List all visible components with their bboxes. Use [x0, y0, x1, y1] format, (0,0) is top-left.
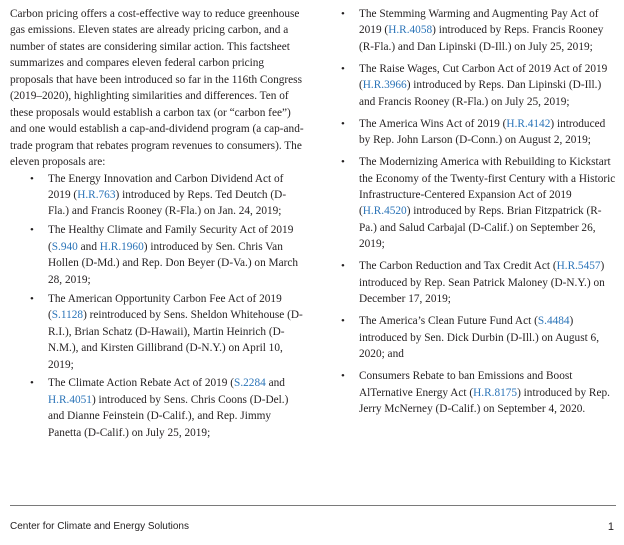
list-item [10, 171, 306, 220]
item-text: The American Opportunity Carbon Fee Act of 2019 ( [48, 292, 282, 322]
bullet-icon: • [30, 172, 34, 185]
list-item [340, 116, 618, 149]
item-text: ) introduced by Reps. Brian Fitzpatrick (R-Pa.) and Salud Carbajal (D-Calif.) on September 26, 2019; [359, 205, 602, 251]
list-item [10, 291, 306, 373]
item-text: ) introduced by Reps. Dan Lipinski (D-Ill.) and Francis Rooney (R-Fla.) on July 25, 2019; [359, 79, 602, 108]
item-text: ) introduced by Reps. Ted Deutch (D-Fla.) and Francis Rooney (R-Fla.) on Jan. 24, 2019; [48, 188, 287, 218]
list-item [340, 368, 618, 417]
footer-organization: Center for Climate and Energy Solutions [10, 521, 189, 532]
item-text: The Carbon Reduction and Tax Credit Act ( [359, 260, 557, 273]
item-text: ) introduced by Rep. John Larson (D-Conn.) on August 2, 2019; [359, 117, 606, 147]
bill-link[interactable]: S.2284 [234, 377, 266, 390]
bullet-icon: • [341, 315, 345, 328]
item-text: The Climate Action Rebate Act of 2019 ( [48, 377, 235, 390]
item-text: ) introduced by Sen. Chris Van Hollen (D-Md.) and Rep. Don Beyer (D-Va.) on March 28, 2019; [48, 240, 299, 286]
right-column [340, 6, 618, 423]
bill-link[interactable]: H.R.4058 [388, 24, 433, 37]
bill-link[interactable]: S.4484 [537, 315, 570, 328]
item-text: ) introduced by Sen. Dick Durbin (D-Ill.) on August 6, 2020; and [359, 315, 600, 361]
item-text: and [265, 377, 285, 390]
bill-link[interactable]: H.R.4051 [48, 393, 92, 406]
list-item [340, 313, 618, 362]
bill-link[interactable]: H.R.4520 [362, 205, 407, 218]
bullet-icon: • [30, 377, 34, 390]
bullet-icon: • [341, 117, 345, 130]
item-text: ) introduced by Sens. Chris Coons (D-Del.) and Dianne Feinstein (D-Calif.), and Rep. Jimmy Panetta (D-Calif.) on July 25, 2019; [48, 393, 289, 439]
list-item [10, 375, 306, 441]
left-column [10, 6, 306, 444]
bullet-icon: • [30, 224, 34, 237]
bill-link[interactable]: H.R.8175 [473, 386, 518, 399]
item-text: ) introduced by Rep. Sean Patrick Maloney (D-N.Y.) on December 17, 2019; [359, 260, 605, 306]
item-text: The Raise Wages, Cut Carbon Act of 2019 Act of 2019 ( [359, 62, 608, 92]
bullet-icon: • [341, 260, 345, 273]
bill-link[interactable]: H.R.763 [77, 188, 116, 201]
list-item [340, 154, 618, 253]
page-number: 1 [607, 521, 614, 533]
item-text: ) introduced by Rep. Jerry McNerney (D-Calif.) on September 4, 2020. [359, 386, 610, 415]
bill-link[interactable]: S.940 [51, 240, 78, 253]
item-text: The Stemming Warming and Augmenting Pay Act of 2019 ( [359, 8, 599, 37]
item-text: The America Wins Act of 2019 ( [359, 117, 507, 130]
bullet-icon: • [341, 370, 345, 383]
bill-link[interactable]: H.R.1960 [99, 240, 144, 253]
item-text: The America’s Clean Future Fund Act ( [359, 315, 538, 328]
proposal-list-left [10, 171, 306, 442]
bill-link[interactable]: S.1128 [51, 309, 84, 322]
item-text: The Modernizing America with Rebuilding to Kickstart the Economy of the Twenty-first Century with a Historic Infrastructure-Centered Expansion Act of 2019 ( [359, 156, 616, 218]
list-item [340, 6, 618, 55]
bullet-icon: • [341, 8, 345, 20]
bill-link[interactable]: H.R.4142 [506, 117, 551, 130]
proposal-list-right [340, 6, 618, 417]
item-text: ) reintroduced by Sens. Sheldon Whitehouse (D-R.I.), Brian Schatz (D-Hawaii), Martin Heinrich (D-N.M.), and Kirsten Gillibrand (D-N.Y.) on April 10, 2019; [48, 309, 303, 371]
item-text: Consumers Rebate to ban Emissions and Boost AlTernative Energy Act ( [359, 370, 573, 399]
list-item [340, 61, 618, 110]
item-text: The Healthy Climate and Family Security Act of 2019 ( [48, 224, 294, 253]
bullet-icon: • [341, 62, 345, 75]
list-item [10, 222, 306, 288]
bullet-icon: • [30, 292, 34, 305]
bill-link[interactable]: H.R.3966 [362, 79, 407, 92]
footer-divider [10, 505, 616, 506]
intro-paragraph: Carbon pricing offers a cost-effective way to reduce greenhouse gas emissions. Eleven states are already pricing carbon, and a number of states are considering similar action. This factsheet summarizes and compares eleven federal carbon pricing proposals that have been introduced so far in the 116th Congress (2019–2020), highlighting similarities and differences. Ten of these proposals would establish a carbon tax (or “carbon fee”) and one would establish a cap-and-dividend program (a cap-and-trade program that rebates program revenues to consumers). The eleven proposals are: [10, 8, 304, 169]
item-text: The Energy Innovation and Carbon Dividend Act of 2019 ( [48, 172, 284, 201]
item-text: ) introduced by Reps. Francis Rooney (R-Fla.) and Dan Lipinski (D-Ill.) on July 25, 2019; [359, 24, 604, 53]
list-item [340, 258, 618, 307]
bullet-icon: • [341, 156, 345, 169]
bill-link[interactable]: H.R.5457 [556, 260, 601, 273]
item-text: and [77, 240, 100, 253]
